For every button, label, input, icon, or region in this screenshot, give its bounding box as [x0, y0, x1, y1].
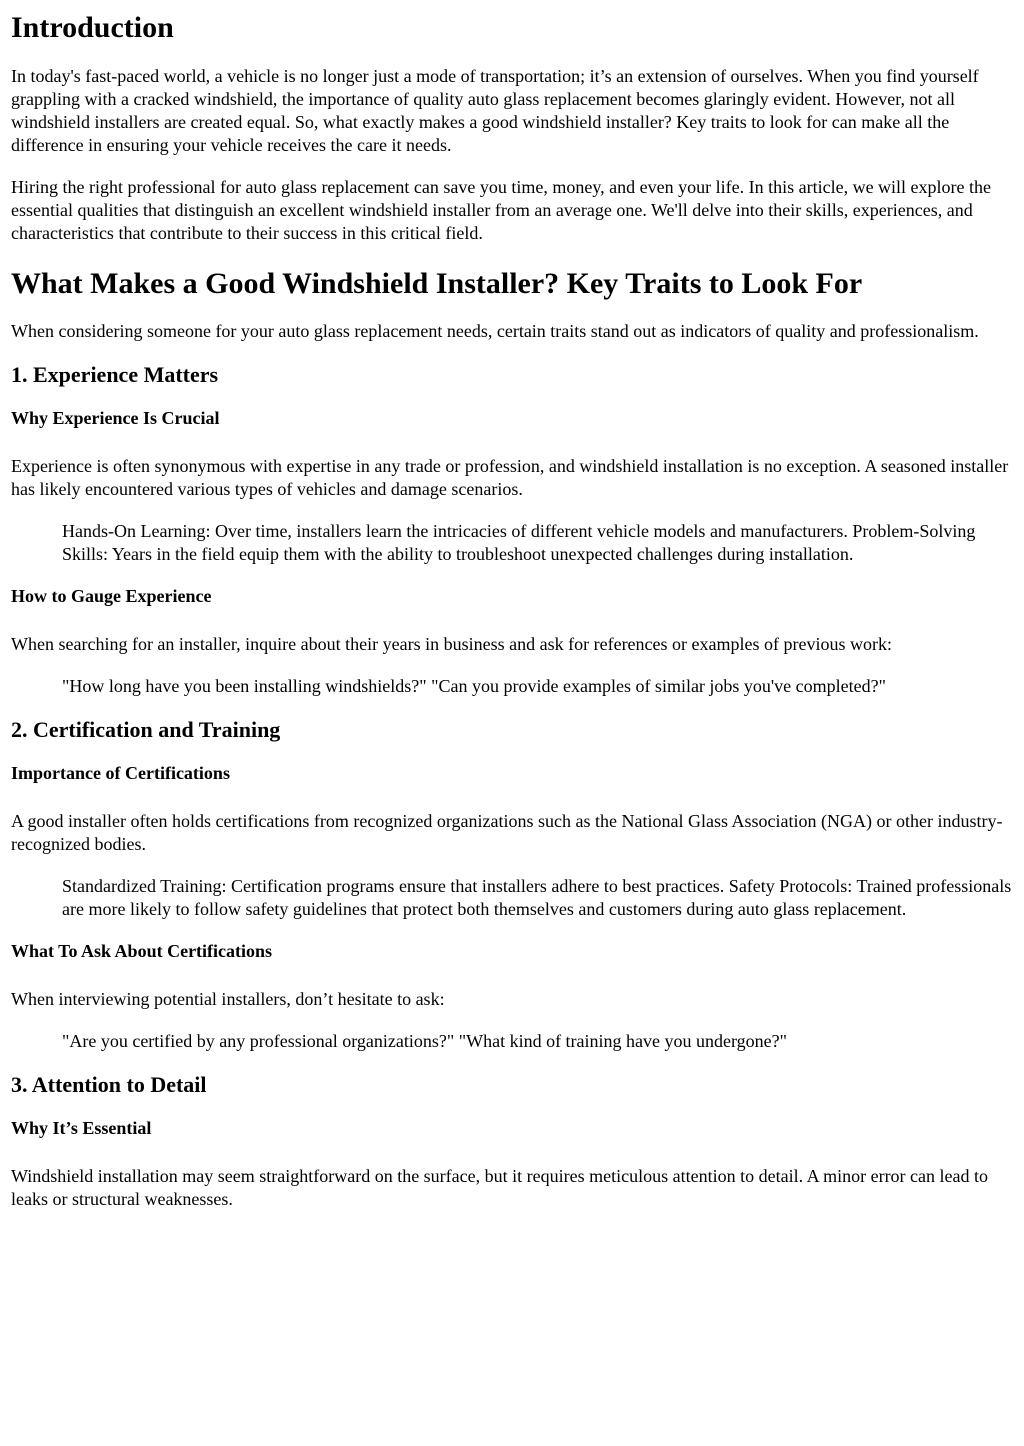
subsection-paragraph: A good installer often holds certifications from recognized organizations such as the National Glass Association (NGA) or other industry-recognized bodies.: [11, 811, 1003, 854]
subsection-paragraph: When interviewing potential installers, don’t hesitate to ask:: [11, 989, 445, 1009]
subsection-quote: "Are you certified by any professional organizations?" "What kind of training have you undergone?": [62, 1031, 788, 1051]
subsection-paragraph: Windshield installation may seem straightforward on the surface, but it requires meticulous attention to detail. A minor error can lead to leaks or structural weaknesses.: [11, 1166, 989, 1209]
subsection-paragraph: Experience is often synonymous with expertise in any trade or profession, and windshield installation is no exception. A seasoned installer has likely encountered various types of vehicles and damage scenarios.: [11, 456, 1009, 499]
subsection-quote: Hands-On Learning: Over time, installers learn the intricacies of different vehicle models and manufacturers. Problem-Solving Skills: Years in the field equip them with the ability to troubleshoot unexpected challenges during installation.: [62, 521, 976, 564]
intro-paragraph-2: Hiring the right professional for auto glass replacement can save you time, money, and even your life. In this article, we will explore the essential qualities that distinguish an excellent windshield installer from an average one. We'll delve into their skills, experiences, and characteristics that contribute to their success in this critical field.: [11, 177, 992, 243]
main-paragraph: When considering someone for your auto glass replacement needs, certain traits stand out as indicators of quality and professionalism.: [11, 321, 979, 341]
main-heading: What Makes a Good Windshield Installer? Key Traits to Look For: [11, 267, 863, 300]
article: [11, 10, 1013, 1211]
subsection-heading: What To Ask About Certifications: [11, 941, 273, 961]
intro-paragraph-1: In today's fast-paced world, a vehicle is no longer just a mode of transportation; it’s an extension of ourselves. When you find yourself grappling with a cracked windshield, the importance of quality auto glass replacement becomes glaringly evident. However, not all windshield installers are created equal. So, what exactly makes a good windshield installer? Key traits to look for can make all the difference in ensuring your vehicle receives the care it needs.: [11, 66, 979, 155]
section-heading: 3. Attention to Detail: [11, 1072, 207, 1097]
subsection-quote: "How long have you been installing windshields?" "Can you provide examples of similar jobs you've completed?": [62, 676, 886, 696]
subsection-paragraph: When searching for an installer, inquire about their years in business and ask for references or examples of previous work:: [11, 634, 892, 654]
section-certification: [11, 717, 1013, 1053]
subsection-heading: Why Experience Is Crucial: [11, 408, 220, 428]
subsection-heading: Importance of Certifications: [11, 763, 230, 783]
section-attention: [11, 1072, 1013, 1211]
section-heading: 1. Experience Matters: [11, 362, 219, 387]
subsection-quote: Standardized Training: Certification programs ensure that installers adhere to best practices. Safety Protocols: Trained professionals are more likely to follow safety guidelines that protect both themselves and customers during auto glass replacement.: [62, 876, 1012, 919]
subsection-heading: Why It’s Essential: [11, 1118, 152, 1138]
intro-heading: Introduction: [11, 11, 174, 44]
section-heading: 2. Certification and Training: [11, 717, 281, 742]
section-experience: [11, 362, 1013, 698]
subsection-heading: How to Gauge Experience: [11, 586, 212, 606]
